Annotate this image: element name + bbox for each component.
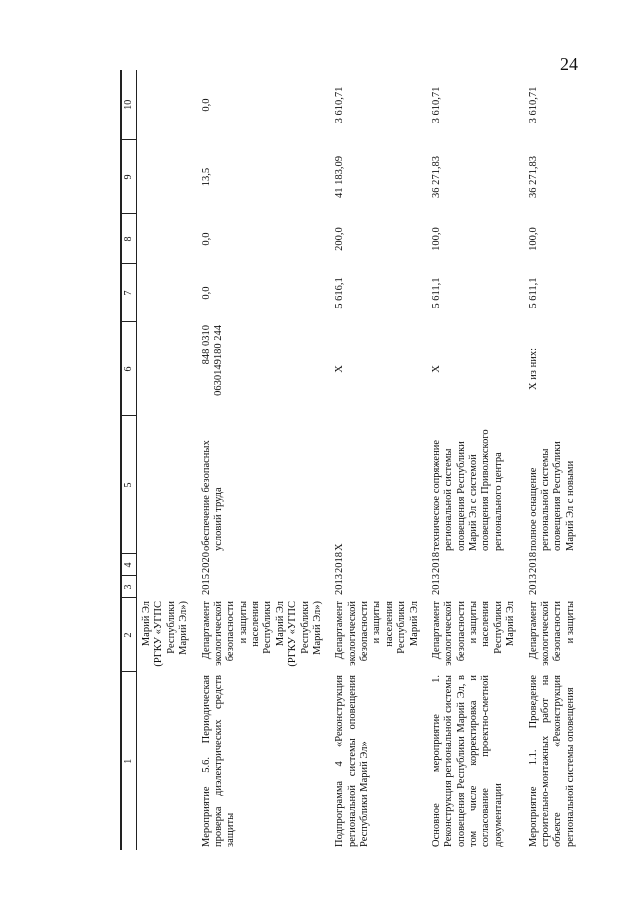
cell-value-8: 0,0 <box>200 232 212 246</box>
page-number: 24 <box>560 54 578 74</box>
cell-value-7: 5 611,1 <box>527 277 539 309</box>
cell-value-9: 13,5 <box>200 167 212 187</box>
cell-name: Мероприятие 1.1. Проведение строительно-монтажных работ на объекте «Реконструкция региональной системы оповещения <box>527 675 576 847</box>
cell-budget-code <box>137 322 197 416</box>
cell-name <box>137 672 197 850</box>
cell-name: Подпрограмма 4 «Реконструкция региональной системы оповещения Республики Марий Эл» <box>334 675 370 847</box>
cell-result: обеспечение безопасных условий труда <box>200 440 224 551</box>
cell-value-8: 100,0 <box>430 227 442 251</box>
column-header: 8 <box>121 214 137 264</box>
column-header: 3 <box>121 576 137 598</box>
cell-value-7: 0,0 <box>200 286 212 300</box>
cell-end-year: 2020 <box>200 552 212 573</box>
cell-result <box>137 416 197 554</box>
cell-budget-code <box>524 322 584 416</box>
column-header: 2 <box>121 598 137 672</box>
cell-value-7: 5 616,1 <box>334 277 346 309</box>
table-row <box>330 70 427 850</box>
cell-start-year <box>137 576 197 598</box>
column-header: 4 <box>121 554 137 576</box>
cell-value-8 <box>137 214 197 264</box>
cell-value-10: 3 610,71 <box>334 86 346 124</box>
rotated-table-sheet <box>120 70 576 850</box>
column-header: 1 <box>121 672 137 850</box>
cell-value-7 <box>137 264 197 322</box>
x-mark: X из них: <box>527 348 539 391</box>
cell-value-9: 36 271,83 <box>527 156 539 198</box>
cell-result: X <box>334 543 346 551</box>
cell-start-year: 2013 <box>527 574 539 595</box>
cell-budget-code <box>330 322 427 416</box>
cell-value-10: 3 610,71 <box>430 86 442 124</box>
cell-value-10: 0,0 <box>200 98 212 112</box>
table-row <box>197 70 331 850</box>
table-row <box>427 70 524 850</box>
cell-value-8: 100,0 <box>527 227 539 251</box>
cell-end-year: 2018 <box>527 552 539 573</box>
cell-end-year: 2018 <box>334 552 346 573</box>
cell-executor: Департамент экологической безопасности и защиты населения Республики Марий Эл (РГКУ «УГПС Республики Марий Эл») <box>200 601 323 667</box>
cell-executor: Департамент экологической безопасности и защиты населения Республики Марий Эл <box>334 601 420 666</box>
column-header: 7 <box>121 264 137 322</box>
x-mark: X <box>334 365 346 373</box>
table-row <box>137 70 197 850</box>
column-header: 6 <box>121 322 137 416</box>
column-header: 9 <box>121 140 137 214</box>
cell-executor: Департамент экологической безопасности и защиты <box>527 601 576 666</box>
cell-value-10 <box>137 70 197 140</box>
cell-executor: Департамент экологической безопасности и защиты населения Республики Марий Эл <box>430 601 517 666</box>
table-row <box>524 70 584 850</box>
cell-start-year: 2013 <box>430 574 442 595</box>
cell-value-9 <box>137 140 197 214</box>
x-mark: X <box>430 365 442 373</box>
column-header: 5 <box>121 416 137 554</box>
cell-value-10: 3 610,71 <box>527 86 539 124</box>
column-header: 10 <box>121 70 137 140</box>
cell-budget-code <box>427 322 524 416</box>
cell-value-9: 36 271,83 <box>430 156 442 198</box>
cell-result: полное оснащение региональной системы оповещения Республики Марий Эл с новыми <box>527 441 576 551</box>
header-row <box>121 70 137 850</box>
cell-value-7: 5 611,1 <box>430 277 442 309</box>
cell-name: Основное мероприятие 1. Реконструкция региональной системы оповещения Республики Марий Эл, в том числе корректировка и согласование проектно-сметной документации <box>430 675 504 847</box>
cell-budget-code: 848 0310 0630149180 244 <box>200 325 224 396</box>
cell-name: Мероприятие 5.6. Периодическая проверка диэлектрических средств защиты <box>200 675 237 847</box>
cell-value-9: 41 183,09 <box>334 156 346 198</box>
cell-end-year: 2018 <box>430 552 442 573</box>
cell-end-year <box>137 554 197 576</box>
program-table <box>120 70 583 850</box>
cell-executor: Марий Эл (РГКУ «УГПС Республики Марий Эл») <box>141 601 190 667</box>
cell-start-year: 2013 <box>334 574 346 595</box>
cell-start-year: 2015 <box>200 574 212 595</box>
cell-result: техническое сопряжение региональной системы оповещения Республики Марий Эл с системой оповещения Приволжского регионального центра <box>430 429 504 551</box>
cell-value-8: 200,0 <box>334 227 346 251</box>
